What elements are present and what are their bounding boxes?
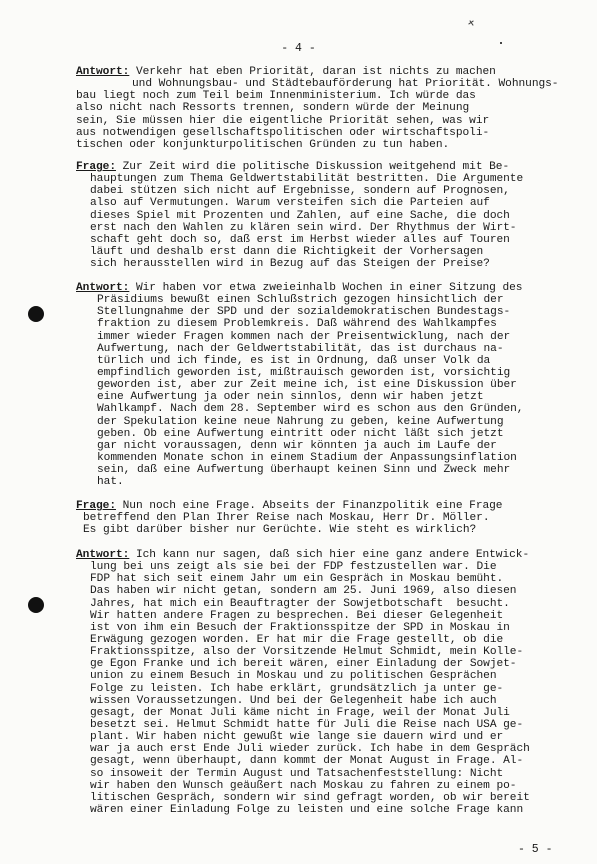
page-number: - 4 - <box>281 42 316 55</box>
text-line: sein, Sie müssen hier die eigentliche Priorität sehen, was wir <box>76 114 490 127</box>
text-line: sich herausstellen wird in Bezug auf das Steigen der Preise? <box>90 258 490 271</box>
speaker-label: Antwort: <box>76 549 130 561</box>
text-line: besetzt sei. Helmut Schmidt hatte für Juli die Reise nach USA ge- <box>90 718 524 731</box>
next-page-marker: - 5 - <box>518 843 553 856</box>
scan-speck <box>500 42 502 44</box>
text-line: gar nicht voraussagen, denn wir könnten ja auch im Laufe der <box>97 439 497 452</box>
text-line: schaft geht doch so, daß erst im Herbst wieder alles auf Touren <box>90 233 510 246</box>
text-line: wären einer Einladung Folge zu leisten und eine solche Frage kann <box>90 803 524 816</box>
text-line: erst nach den Wahlen zu klären sein wird. Der Rhythmus der Wirt- <box>90 221 517 234</box>
text-line: ge Egon Franke und ich bereit wären, einer Einladung der Sowjet- <box>90 658 517 671</box>
text-line: wissen Voraussetzungen. Und bei der Gelegenheit habe ich auch <box>90 694 497 707</box>
speaker-label: Antwort: <box>76 282 130 294</box>
text-line: FDP hat sich seit einem Jahr um ein Gespräch in Moskau bemüht. <box>90 573 504 586</box>
text-line: war ja auch erst Ende Juli wieder zurück. Ich habe in dem Gespräch <box>90 743 530 756</box>
text-line: Fraktionsspitze, also der Vorsitzende Helmut Schmidt, mein Kolle- <box>90 646 524 659</box>
text-line: union zu einem Besuch in Moskau und zu politischen Gesprächen <box>90 670 497 683</box>
text-line: Antwort: Verkehr hat eben Priorität, daran ist nichts zu machen <box>76 66 496 78</box>
text-line: also nicht nach Ressorts trennen, sondern würde der Meinung <box>76 102 470 115</box>
text-line: litischen Gespräch, sondern wir sind gefragt worden, ob wir bereit <box>90 791 530 804</box>
text-line: kommenden Monate schon in einem Stadium der Anpassungsinflation <box>97 451 517 464</box>
text-line: Wir hatten andere Fragen zu besprechen. Bei dieser Gelegenheit <box>90 609 504 622</box>
text-line: Frage: Zur Zeit wird die politische Diskussion weitgehend mit Be- <box>76 161 510 173</box>
answer-paragraph <box>76 66 559 151</box>
speaker-label: Frage: <box>76 161 116 173</box>
speaker-label: Frage: <box>76 500 116 512</box>
text-line: Erwägung gezogen worden. Er hat mir die Frage gestellt, ob die <box>90 633 504 646</box>
text-line: Jahres, hat mich ein Beauftragter der Sowjetbotschaft besucht. <box>90 597 510 610</box>
text-line: eine Aufwertung ja oder nein sinnlos, denn wir haben jetzt <box>97 391 484 404</box>
text-line: der Spekulation keine neue Nahrung zu geben, keine Aufwertung <box>97 415 504 428</box>
text-line: Es gibt darüber bisher nur Gerüchte. Wie steht es wirklich? <box>83 524 477 537</box>
punch-hole <box>28 597 44 613</box>
speaker-label: Antwort: <box>76 66 130 78</box>
text-line: Das haben wir nicht getan, sondern am 25. Juni 1969, also diesen <box>90 585 517 598</box>
text-line: Präsidiums bewußt einen Schlußstrich gezogen hinsichtlich der <box>97 294 504 307</box>
text-line: wir haben den Wunsch geäußert nach Moskau zu fahren zu einem po- <box>90 779 517 792</box>
question-paragraph <box>76 161 556 270</box>
text-line: dieses Spiel mit Prozenten und Zahlen, auf eine Sache, die doch <box>90 209 510 222</box>
punch-hole <box>28 306 44 322</box>
text-line: plant. Wir haben nicht gewußt wie lange sie dauern wird und er <box>90 731 504 744</box>
text-line: türlich und ich finde, es ist in Ordnung, daß unser Volk da <box>97 354 491 367</box>
text-line: Aufwertung, nach der Geldwertstabilität, das ist durchaus na- <box>97 342 504 355</box>
text-line: aus notwendigen gesellschaftspolitischen oder wirtschaftspoli- <box>76 126 490 139</box>
text-line: läuft und deshalb erst dann die Richtigkeit der Vorhersagen <box>90 245 484 258</box>
text-line: empfindlich geworden ist, mißtrauisch geworden ist, vorsichtig <box>97 366 511 379</box>
text-line: dabei stützen sich nicht auf Ergebnisse, sondern auf Prognosen, <box>90 185 510 198</box>
question-paragraph <box>76 500 556 536</box>
text-line: Wahlkampf. Nach dem 28. September wird es schon aus den Gründen, <box>97 403 524 416</box>
text-line: Stellungnahme der SPD und der sozialdemokratischen Bundestags- <box>97 306 511 319</box>
text-line: Antwort: Ich kann nur sagen, daß sich hier eine ganz andere Entwick- <box>76 549 530 561</box>
text-line: Folge zu leisten. Ich habe erklärt, grundsätzlich ja unter ge- <box>90 682 504 695</box>
text-line: sein, daß eine Aufwertung überhaupt keinen Sinn und Zweck mehr <box>97 464 511 477</box>
text-line: bau liegt noch zum Teil beim Innenministerium. Ich würde das <box>76 90 476 103</box>
text-line: geben. Ob eine Aufwertung eintritt oder nicht läßt sich jetzt <box>97 427 504 440</box>
text-line: gesagt, wenn überhaupt, dann kommt der Monat August in Frage. Al- <box>90 755 524 768</box>
text-line: lung bei uns zeigt als sie bei der FDP festzustellen war. Die <box>90 561 497 574</box>
text-line: fraktion zu diesem Problemkreis. Daß während des Wahlkampfes <box>97 318 497 331</box>
answer-paragraph <box>76 282 556 488</box>
text-line: Antwort: Wir haben vor etwa zweieinhalb Wochen in einer Sitzung des <box>76 282 523 294</box>
text-line: betreffend den Plan Ihrer Reise nach Moskau, Herr Dr. Möller. <box>83 512 490 525</box>
text-line: tischen oder konjunkturpolitischen Gründen zu tun haben. <box>76 138 450 151</box>
text-line: immer wieder Fragen kommen nach der Preisentwicklung, nach der <box>97 330 511 343</box>
text-line: gesagt, der Monat Juli käme nicht in Frage, weil der Monat Juli <box>90 706 510 719</box>
text-line: so insoweit der Termin August und Tatsachenfeststellung: Nicht <box>90 767 504 780</box>
text-line: also auf Vermutungen. Warum versteifen sich die Parteien auf <box>90 197 490 210</box>
text-line: Frage: Nun noch eine Frage. Abseits der Finanzpolitik eine Frage <box>76 500 503 512</box>
text-line: hauptungen zum Thema Geldwertstabilität bestritten. Die Argumente <box>90 173 524 186</box>
text-line: hat. <box>97 476 124 489</box>
text-line: ist von ihm ein Besuch der Fraktionsspitze der SPD in Moskau in <box>90 621 510 634</box>
answer-paragraph <box>76 549 556 816</box>
text-line: und Wohnungsbau- und Städtebauförderung hat Priorität. Wohnungs- <box>132 78 559 91</box>
text-line: geworden ist, aber zur Zeit meine ich, ist eine Diskussion über <box>97 379 517 392</box>
